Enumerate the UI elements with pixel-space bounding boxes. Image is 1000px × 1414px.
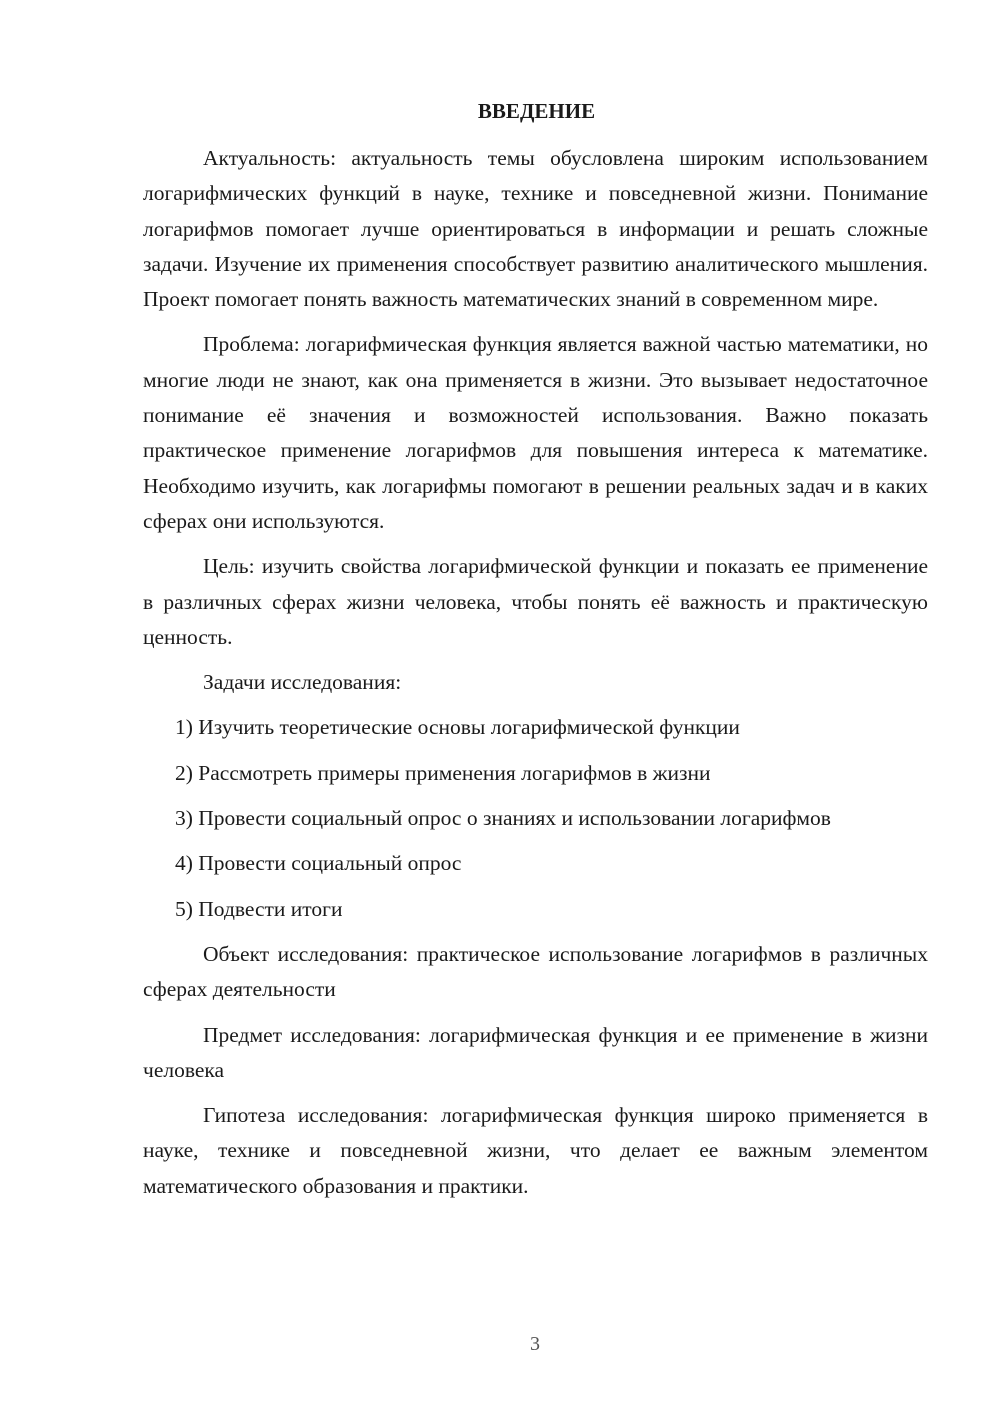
paragraph-problem: Проблема: логарифмическая функция является важной частью математики, но многие люди не знают, как она применяется в жизни. Это вызывает недостаточное понимание её значения и возможностей использования. Важно показать практическое применение логарифмов для повышения интереса к математике. Необходимо изучить, как логарифмы помогают в решении реальных задач и в каких сферах они используются.: [143, 332, 928, 533]
section-title: ВВЕДЕНИЕ: [477, 99, 596, 123]
paragraph-relevance: Актуальность: актуальность темы обусловлена широким использованием логарифмических функций в науке, технике и повседневной жизни. Понимание логарифмов помогает лучше ориентироваться в информации и решать сложные задачи. Изучение их применения способствует развитию аналитического мышления. Проект помогает понять важность математических знаний в современном мире.: [143, 146, 928, 312]
tasks-heading: Задачи исследования:: [203, 670, 402, 695]
task-item-3: 3) Провести социальный опрос о знаниях и использовании логарифмов: [175, 806, 831, 831]
document-page: [143, 94, 928, 1214]
page-number: 3: [530, 1333, 540, 1355]
paragraph-object: Объект исследования: практическое использование логарифмов в различных сферах деятельности: [143, 941, 928, 1002]
task-item-1: 1) Изучить теоретические основы логарифмической функции: [175, 715, 740, 740]
paragraph-goal: Цель: изучить свойства логарифмической функции и показать ее применение в различных сферах жизни человека, чтобы понять её важность и практическую ценность.: [143, 554, 928, 649]
task-item-2: 2) Рассмотреть примеры применения логарифмов в жизни: [175, 760, 711, 785]
paragraph-hypothesis: Гипотеза исследования: логарифмическая функция широко применяется в науке, технике и повседневной жизни, что делает ее важным элементом математического образования и практики.: [143, 1103, 928, 1198]
task-item-5: 5) Подвести итоги: [175, 896, 343, 921]
task-item-4: 4) Провести социальный опрос: [175, 851, 462, 876]
paragraph-subject: Предмет исследования: логарифмическая функция и ее применение в жизни человека: [143, 1022, 928, 1082]
